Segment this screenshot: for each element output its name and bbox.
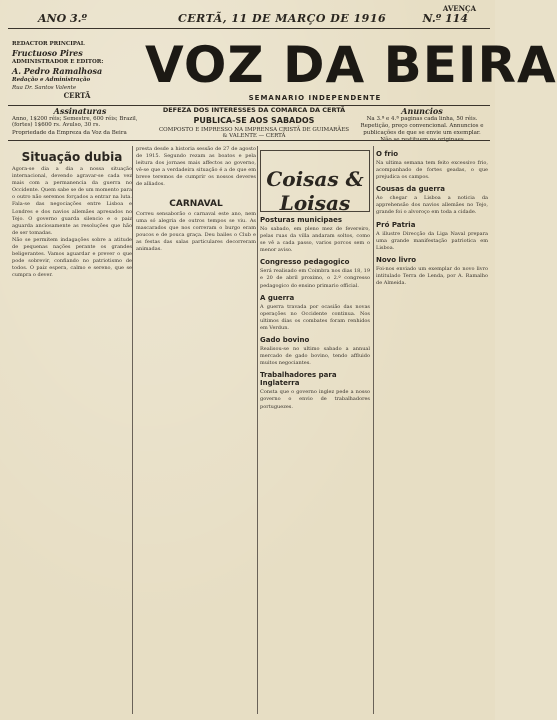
subscriptions-box (12, 106, 148, 138)
section-heading: Gado bovino (260, 336, 310, 345)
section-masthead (260, 150, 370, 215)
section-text: Na ultima semana tem feito excessivo frio, acompanhado de fortes geadas, o que prejudica os campos. (376, 160, 488, 181)
section-text: Foi-nos enviado um exemplar do novo livro intitulado Terra de Lenda, por A. Ramalho de Almeida. (376, 265, 488, 287)
section-text: Ao chegar a Lisboa a noticia da apprehensão dos navios allemães no Tejo, grande foi o alvoroço em toda a cidade. (376, 195, 488, 216)
column-4 (376, 146, 488, 287)
newspaper-subtitle: SEMANARIO INDEPENDENTE (248, 94, 382, 102)
articles-area (8, 146, 490, 714)
section-text: Realisou-se no ultimo sabado a annual mercado de gado bovino, tendo affluido muitos negociantes. (260, 346, 370, 367)
section-text: Consta que o governo inglez pede a nosso governo o envio de trabalhadores portuguezes. (260, 389, 370, 410)
section-text: No sabado, em pleno mez de fevereiro, pelas ruas da villa andaram soltos, como se vê a cada passo, varios porcos sem o menor aviso. (260, 226, 370, 254)
column-3 (260, 146, 370, 411)
section-masthead-text: Coisas & Loisas (266, 167, 364, 215)
issue-number: N.º 114 (422, 12, 468, 25)
column-1 (12, 146, 132, 280)
editor-label: REDACTOR PRINCIPAL (12, 41, 85, 47)
ownership-text: Propriedade da Empreza da Voz da Beira (12, 130, 127, 136)
article-text: Correu sensaborão o carnaval este ano, nem uma só alegria de outros tempos se viu. As mascarados que nos correram o burgo eram poucos e de pouca graça. Deu bailes o Club e as festas das salas particulares decorreram animadas. (136, 210, 256, 253)
section-heading: Pró Patria (376, 220, 416, 229)
article-text: Não se permitem indagações sobre a atitude de pequenas nações perante os grandes beligerantes. Vamos aguardar e prever o que pode sobrevir, confiando no patriotismo de todos. O paiz espera, calmo e sereno, que se cumpra o dever. (12, 236, 132, 279)
newspaper-title: VOZ DA BEIRA (145, 36, 557, 94)
section-text: A guerra travada por ocasião das novas operações no Occidente continua. Nos ultimos dias os combates foram renhidos em Verdun. (260, 303, 370, 331)
article-text: presta desde a historia sessão de 27 de agosto de 1915. Segundo rezam as boatos e pela leitura dos jornaes mais affectos ao governo, vê-se que a verdadeira situação é a de que em breve teremos de cumprir os nossos deveres de alliados. (136, 146, 256, 188)
section-text: Será realisado em Coimbra nos dias 18, 19 e 20 de abril proximo, o 2.º congresso pedagogico do ensino primario official. (260, 268, 370, 289)
column-2 (136, 146, 256, 253)
article-headline: Situação dubia (21, 150, 123, 164)
article-headline: CARNAVAL (169, 198, 223, 209)
divider (8, 140, 490, 141)
publication-schedule: PUBLICA-SE AOS SABADOS (193, 116, 315, 125)
admin-label: ADMINISTRADOR E EDITOR: (12, 59, 104, 65)
section-heading: O frio (376, 150, 399, 158)
street: Rua Dr. Santos Valente (12, 85, 77, 91)
admin-name: A. Pedro Ramalhosa (12, 66, 103, 76)
publication-box (156, 106, 352, 138)
town: CERTÃ (63, 91, 91, 100)
section-heading: Congresso pedagogico (260, 258, 350, 267)
article-text: Agora-se dia a dia a nossa situação internacional, devendo agravar-se cada vez mais com a permanencia da guerra no Occidente. Quem sabe se de um momento para o outro não seremos forçados a entrar na luta. Fala-se das negociações entre Lisboa e Londres e dos navios allemães apresados no Tejo. O governo guarda silencio e o paiz aguarda anciosamente as resoluções que hão de ser tomadas. (12, 166, 132, 236)
ads-text: Na 3.ª e 4.ª paginas cada linha, 50 réis. Repetição, preço convencional. Annuncios e publicações de que se envie um exemplar. (360, 116, 484, 136)
issue-year: ANO 3.º (38, 12, 87, 25)
editor-name: Fructuoso Pires (12, 48, 83, 58)
printer-text: COMPOSTO E IMPRESSO NA IMPRENSA CRISTÃ DE GUIMARÃES & VALENTE — CERTÃ (158, 127, 350, 139)
section-heading: Novo livro (376, 255, 417, 264)
subscriptions-text: Anno, 1$200 réis; Semestre, 600 réis; Brazil, (fortes) 1$600 rs. Avulso, 30 rs. (12, 116, 138, 128)
header-top-line (28, 4, 478, 25)
publication-motto: DEFEZA DOS INTERESSES DA COMARCA DA CERTÃ (162, 106, 346, 114)
divider (8, 28, 490, 29)
section-heading: A guerra (260, 293, 295, 302)
ads-heading: Anuncios (401, 106, 443, 116)
ads-box (358, 106, 486, 138)
section-heading: Posturas municipaes (260, 216, 343, 224)
editorial-box (12, 40, 142, 100)
section-heading: Cousas da guerra (376, 185, 445, 194)
section-heading: Trabalhadores para Inglaterra (260, 371, 337, 388)
redacao-label: Redação e Administração (12, 77, 91, 83)
avenca-label: AVENÇA (442, 4, 476, 13)
section-text: A illustre Direcção da Liga Naval prepara uma grande manifestação patriotica em Lisboa. (376, 230, 488, 251)
subscriptions-heading: Assinaturas (53, 106, 107, 116)
info-strip (8, 106, 490, 138)
issue-date: CERTÃ, 11 DE MARÇO DE 1916 (178, 12, 387, 25)
